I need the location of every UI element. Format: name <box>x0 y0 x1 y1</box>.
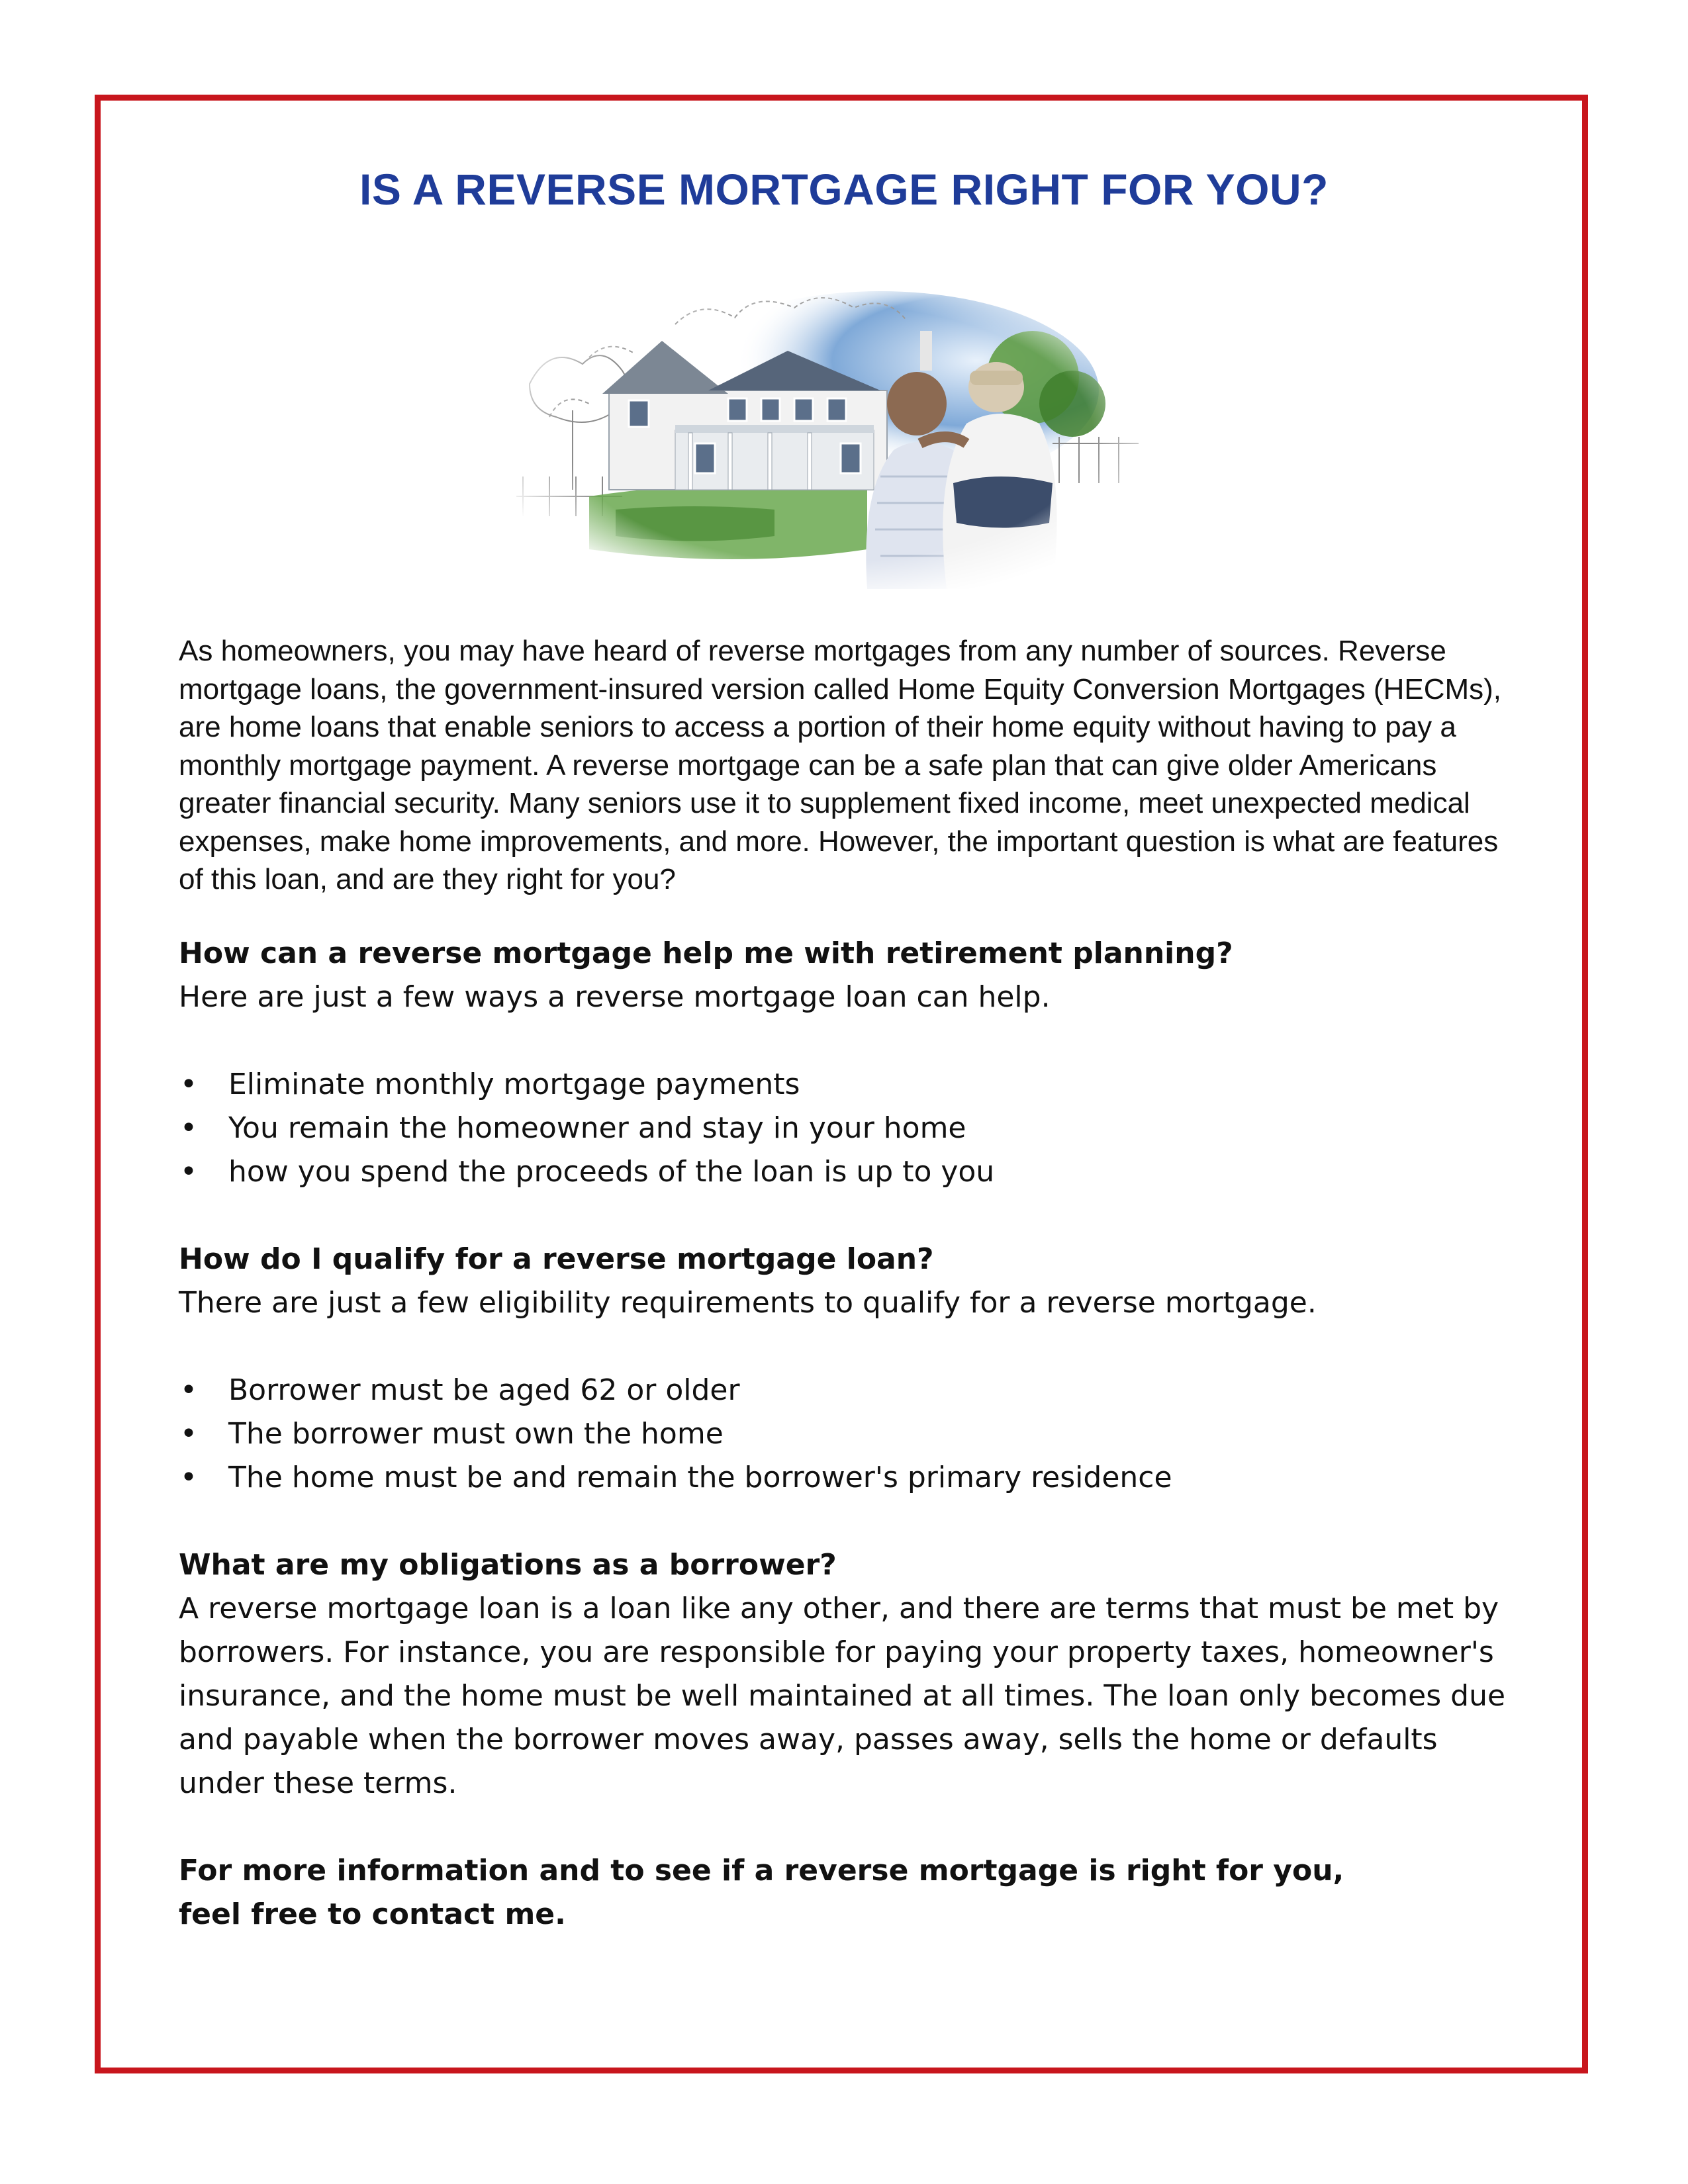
bullet-icon: • <box>180 1067 197 1101</box>
list-item: • The borrower must own the home <box>179 1412 1523 1456</box>
section-heading: How do I qualify for a reverse mortgage loan? <box>179 1242 934 1276</box>
list-item: • Eliminate monthly mortgage payments <box>179 1063 1523 1107</box>
bullet-icon: • <box>180 1460 197 1494</box>
section-obligations <box>179 1543 1523 1805</box>
section-lead: There are just a few eligibility requirements to qualify for a reverse mortgage. <box>179 1285 1317 1320</box>
bullet-icon: • <box>180 1111 197 1145</box>
list-item: • how you spend the proceeds of the loan is up to you <box>179 1150 1523 1194</box>
closing-line: For more information and to see if a reverse mortgage is right for you, <box>179 1853 1344 1888</box>
section-retirement-planning <box>179 932 1523 1194</box>
section-heading: What are my obligations as a borrower? <box>179 1547 837 1582</box>
section-heading: How can a reverse mortgage help me with retirement planning? <box>179 936 1233 970</box>
closing-statement <box>179 1849 1523 1936</box>
bullet-list <box>179 1063 1523 1194</box>
bullet-list <box>179 1369 1523 1500</box>
section-lead: Here are just a few ways a reverse mortgage loan can help. <box>179 979 1051 1014</box>
section-body: A reverse mortgage loan is a loan like any other, and there are terms that must be met by borrowers. For instance, you are responsible for paying your property taxes, homeowner's insurance, and the home must be well maintained at all times. The loan only becomes due and payable when the borrower moves away, passes away, sells the home or defaults under these terms. <box>179 1591 1506 1800</box>
list-item: • You remain the homeowner and stay in your home <box>179 1107 1523 1150</box>
intro-paragraph: As homeowners, you may have heard of reverse mortgages from any number of sources. Reverse mortgage loans, the government-insured version called Home Equity Conversion Mortgages (HECMs), are home loans that enable seniors to access a portion of their home equity without having to pay a monthly mortgage payment. A reverse mortgage can be a safe plan that can give older Americans greater financial security. Many seniors use it to supplement fixed income, meet unexpected medical expenses, make home improvements, and more. However, the important question is what are features of this loan, and are they right for you? <box>179 635 1502 895</box>
document-body <box>179 632 1523 1936</box>
bullet-icon: • <box>180 1154 197 1189</box>
page-title: IS A REVERSE MORTGAGE RIGHT FOR YOU? <box>359 165 1329 214</box>
closing-line: feel free to contact me. <box>179 1897 566 1931</box>
house-couple-illustration <box>510 278 1149 589</box>
bullet-icon: • <box>180 1416 197 1451</box>
list-item: • Borrower must be aged 62 or older <box>179 1369 1523 1412</box>
bullet-icon: • <box>180 1373 197 1407</box>
section-qualify <box>179 1238 1523 1500</box>
list-item: • The home must be and remain the borrower's primary residence <box>179 1456 1523 1500</box>
